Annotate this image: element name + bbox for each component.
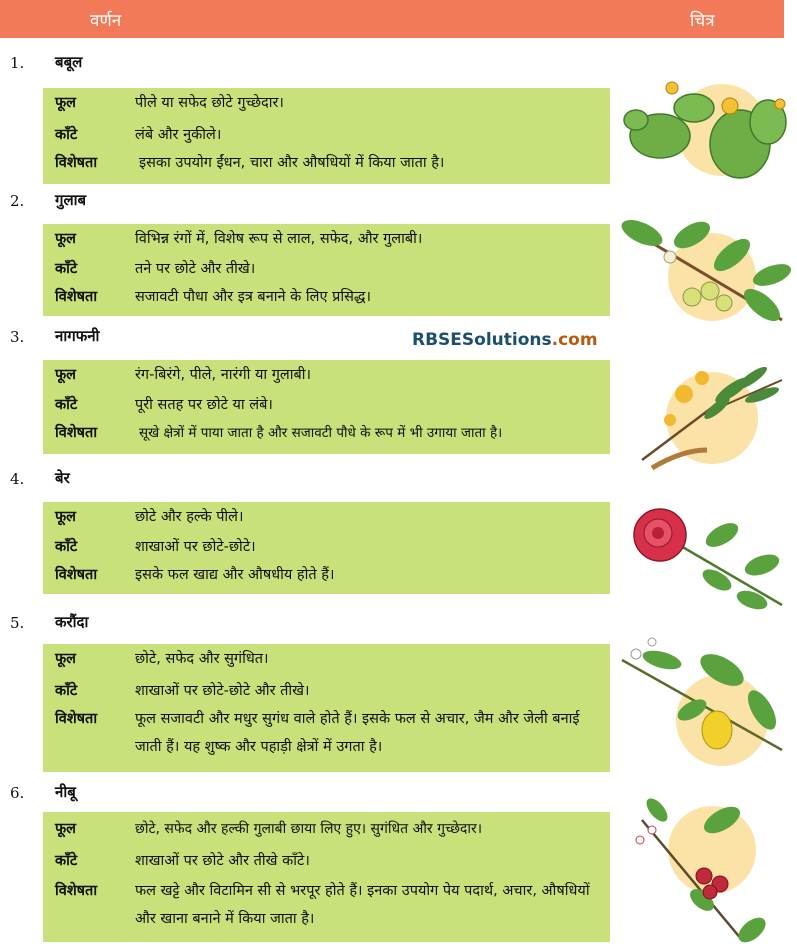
plant-details-box — [43, 360, 610, 454]
watermark — [412, 330, 598, 350]
watermark-suffix: .com — [551, 330, 598, 350]
plant-name: बेर — [55, 469, 70, 487]
thorn-value: तने पर छोटे और तीखे। — [135, 261, 256, 277]
entry-number: 2. — [10, 192, 25, 210]
table-header — [0, 0, 784, 38]
entry-number: 1. — [10, 54, 25, 72]
plant-details-box — [43, 812, 610, 942]
flower-label: फूल — [55, 95, 77, 111]
thorn-label: काँटे — [55, 261, 78, 277]
flower-value: छोटे, सफेद और सुगंधित। — [135, 651, 269, 667]
plant-details-box — [43, 88, 610, 184]
picture-column-header: चित्र — [690, 11, 715, 31]
flower-label: फूल — [55, 231, 77, 247]
thorn-value: शाखाओं पर छोटे-छोटे और तीखे। — [135, 683, 310, 699]
entry-number: 5. — [10, 614, 25, 632]
flower-label: फूल — [55, 821, 77, 837]
cactus-illustration — [612, 68, 797, 188]
entry-number: 4. — [10, 470, 25, 488]
lemon-branch-illustration — [612, 630, 797, 770]
feature-value: इसका उपयोग ईंधन, चारा और औषधियों में किया जाता है। — [139, 155, 445, 171]
flower-value: विभिन्न रंगों में, विशेष रूप से लाल, सफेद, और गुलाबी। — [135, 231, 423, 247]
plant-name: नागफनी — [55, 327, 100, 345]
watermark-main: RBSESolutions — [412, 330, 552, 350]
feature-label: विशेषता — [55, 567, 98, 583]
flower-value: छोटे और हल्के पीले। — [135, 509, 244, 525]
thorn-value: शाखाओं पर छोटे और तीखे काँटे। — [135, 853, 310, 869]
plant-name: बबूल — [55, 53, 83, 71]
plant-details-box — [43, 502, 610, 594]
plant-name: गुलाब — [55, 191, 87, 209]
entry-number: 6. — [10, 784, 25, 802]
flower-value: रंग-बिरंगे, पीले, नारंगी या गुलाबी। — [135, 367, 312, 383]
feature-label: विशेषता — [55, 425, 98, 441]
thorn-value: लंबे और नुकीले। — [135, 127, 222, 143]
flower-label: फूल — [55, 651, 77, 667]
thorn-label: काँटे — [55, 853, 78, 869]
plant-name: करौंदा — [55, 613, 89, 631]
thorn-value: शाखाओं पर छोटे-छोटे। — [135, 539, 256, 555]
flower-value: पीले या सफेद छोटे गुच्छेदार। — [135, 95, 284, 111]
plant-details-box — [43, 224, 610, 316]
feature-value: सजावटी पौधा और इत्र बनाने के लिए प्रसिद्ध। — [135, 289, 372, 305]
flower-label: फूल — [55, 367, 77, 383]
amla-branch-illustration — [612, 205, 797, 330]
feature-label: विशेषता — [55, 155, 98, 171]
feature-value: फूल सजावटी और मधुर सुगंध वाले होते हैं। इसके फल से अचार, जैम और जेली बनाई जाती हैं। यह शुष्क और पहाड़ी क्षेत्रों में उगता है। — [135, 711, 580, 755]
feature-label: विशेषता — [55, 289, 98, 305]
plant-name: नीबू — [55, 783, 76, 801]
feature-label: विशेषता — [55, 711, 98, 727]
thorn-label: काँटे — [55, 127, 78, 143]
acacia-branch-illustration — [612, 350, 797, 475]
rose-illustration — [612, 495, 797, 615]
feature-value: इसके फल खाद्य और औषधीय होते हैं। — [135, 567, 335, 583]
feature-value: फल खट्टे और विटामिन सी से भरपूर होते हैं। इनका उपयोग पेय पदार्थ, अचार, औषधियों और खाना बनाने में किया जाता है। — [135, 883, 590, 927]
karonda-branch-illustration — [612, 780, 797, 945]
flower-value: छोटे, सफेद और हल्की गुलाबी छाया लिए हुए। सुगंधित और गुच्छेदार। — [135, 821, 483, 837]
feature-value: सूखे क्षेत्रों में पाया जाता है और सजावटी पौधे के रूप में भी उगाया जाता है। — [139, 425, 503, 441]
thorn-label: काँटे — [55, 683, 78, 699]
plant-details-box — [43, 644, 610, 772]
entry-number: 3. — [10, 328, 25, 346]
thorn-label: काँटे — [55, 397, 78, 413]
flower-label: फूल — [55, 509, 77, 525]
thorn-value: पूरी सतह पर छोटे या लंबे। — [135, 397, 273, 413]
feature-label: विशेषता — [55, 883, 98, 899]
description-column-header: वर्णन — [90, 11, 122, 31]
thorn-label: काँटे — [55, 539, 78, 555]
